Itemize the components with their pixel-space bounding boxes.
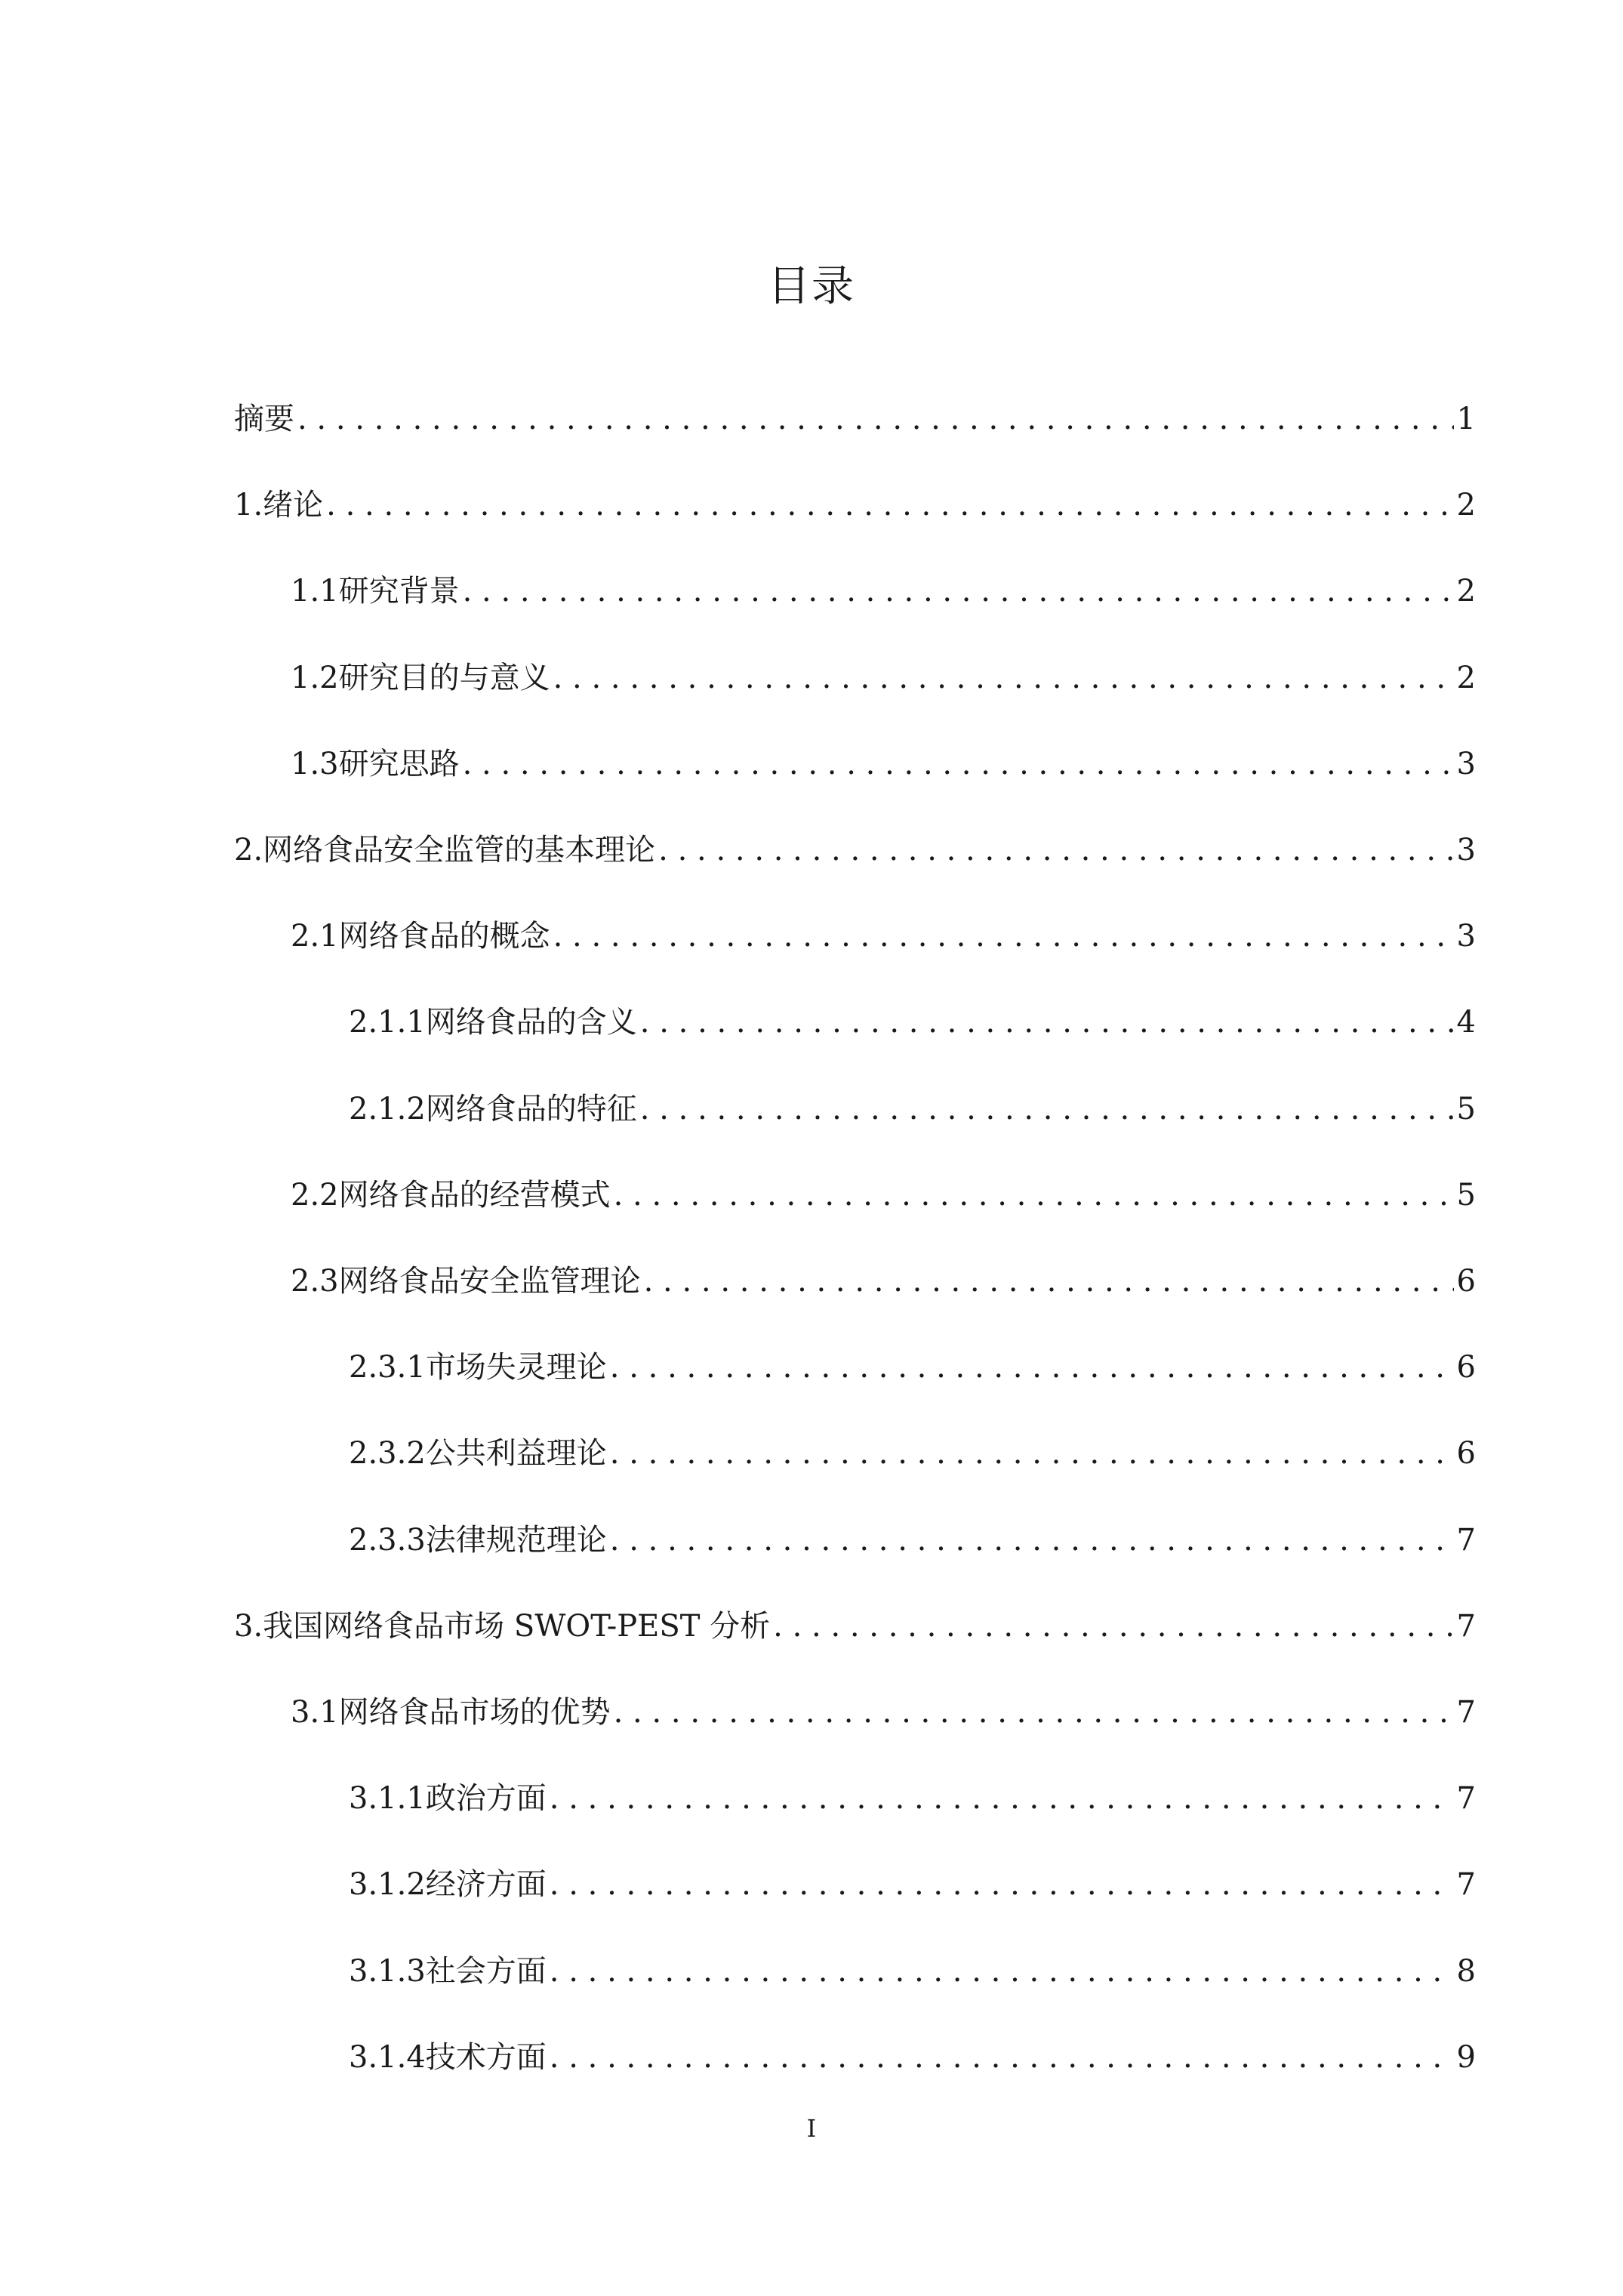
toc-entry-number: 2.1: [291, 919, 339, 954]
toc-entry[interactable]: [291, 655, 1476, 701]
toc-entry[interactable]: [349, 1949, 1476, 1994]
toc-entry-label: 公共利益理论: [425, 1436, 607, 1472]
toc-dot-leader: [550, 2035, 1454, 2080]
toc-entry-label: 研究背景: [338, 574, 460, 609]
toc-entry-label: 政治方面: [425, 1781, 547, 1817]
toc-dot-leader: [297, 396, 1454, 442]
page-title: 目录: [768, 262, 855, 311]
toc-entry[interactable]: [291, 741, 1476, 787]
toc-entry[interactable]: [349, 1086, 1476, 1132]
toc-entry-number: 2.1.2: [349, 1091, 426, 1126]
toc-dot-leader: [614, 1690, 1454, 1735]
toc-entry-label: 研究思路: [338, 746, 460, 781]
toc-dot-leader: [644, 1259, 1454, 1304]
toc-entry-number: 3.1.1: [349, 1781, 426, 1817]
toc-entry[interactable]: [291, 1173, 1476, 1218]
toc-dot-leader: [610, 1518, 1454, 1563]
toc-entry-number: 2.1.1: [349, 1005, 426, 1040]
toc-entry[interactable]: [349, 2035, 1476, 2080]
toc-entry-label: 经济方面: [425, 1867, 547, 1903]
toc-entry-page: 6: [1456, 1264, 1476, 1299]
toc-entry-label: 绪论: [263, 488, 324, 523]
toc-entry-number: 3.1.3: [349, 1953, 426, 1989]
toc-entry-label: 我国网络食品市场 SWOT-PEST 分析: [263, 1608, 771, 1644]
toc-dot-leader: [550, 1862, 1454, 1907]
toc-entry-page: 3: [1456, 919, 1476, 954]
toc-entry[interactable]: [234, 827, 1476, 873]
toc-entry-page: 7: [1456, 1781, 1476, 1817]
toc-entry-number: 2.3.1: [349, 1350, 426, 1385]
toc-entry-page: 7: [1456, 1695, 1476, 1730]
toc-entry-number: 3.1.4: [349, 2039, 426, 2075]
toc-entry-label: 网络食品的经营模式: [338, 1177, 611, 1213]
toc-entry-page: 3: [1456, 833, 1476, 868]
toc-entry[interactable]: [349, 1518, 1476, 1563]
toc-entry-page: 7: [1456, 1608, 1476, 1644]
toc-entry-page: 7: [1456, 1867, 1476, 1903]
toc-entry-number: 1.3: [291, 746, 339, 781]
toc-entry-label: 网络食品安全监管理论: [338, 1264, 641, 1299]
toc-entry[interactable]: [349, 1862, 1476, 1907]
toc-dot-leader: [550, 1949, 1454, 1994]
toc-entry[interactable]: [349, 1431, 1476, 1476]
toc-entry-label: 研究目的与意义: [338, 660, 550, 695]
toc-entry-number: 3.: [234, 1608, 263, 1644]
toc-entry[interactable]: [349, 1000, 1476, 1045]
toc-entry-page: 4: [1456, 1005, 1476, 1040]
page-number: I: [806, 2114, 817, 2143]
toc-dot-leader: [463, 741, 1454, 787]
toc-entry-page: 2: [1456, 488, 1476, 523]
toc-entry-label: 网络食品安全监管的基本理论: [263, 833, 656, 868]
toc-entry[interactable]: [349, 1345, 1476, 1390]
toc-entry[interactable]: [291, 1690, 1476, 1735]
toc-entry-number: 2.3: [291, 1264, 339, 1299]
toc-entry-number: 2.3.3: [349, 1522, 426, 1558]
toc-entry[interactable]: [291, 569, 1476, 614]
toc-dot-leader: [553, 655, 1454, 701]
toc-dot-leader: [463, 569, 1454, 614]
toc-entry-label: 网络食品的概念: [338, 919, 550, 954]
toc-entry-label: 网络食品的含义: [425, 1005, 637, 1040]
toc-entry-number: 2.2: [291, 1177, 339, 1213]
toc-entry-page: 3: [1456, 746, 1476, 781]
toc-entry-number: 1.2: [291, 660, 339, 695]
toc-entry-page: 7: [1456, 1522, 1476, 1558]
toc-dot-leader: [640, 1000, 1454, 1045]
toc-dot-leader: [614, 1173, 1454, 1218]
toc-entry-page: 1: [1456, 402, 1476, 436]
toc-entry-page: 6: [1456, 1436, 1476, 1472]
toc-entry-page: 5: [1456, 1091, 1476, 1126]
toc-entry-number: 3.1.2: [349, 1867, 426, 1903]
toc-entry[interactable]: [234, 1604, 1476, 1649]
toc-entry-label: 摘要: [234, 402, 294, 436]
toc-entry-page: 8: [1456, 1953, 1476, 1989]
toc-entry[interactable]: [349, 1776, 1476, 1821]
toc-entry-label: 市场失灵理论: [425, 1350, 607, 1385]
toc-entry[interactable]: [234, 396, 1476, 442]
toc-entry-page: 2: [1456, 574, 1476, 609]
toc-entry[interactable]: [291, 914, 1476, 959]
toc-entry-number: 1.1: [291, 574, 339, 609]
toc-entry-number: 2.3.2: [349, 1436, 426, 1472]
toc-dot-leader: [550, 1776, 1454, 1821]
toc-dot-leader: [640, 1086, 1454, 1132]
toc-dot-leader: [610, 1345, 1454, 1390]
toc-entry-page: 6: [1456, 1350, 1476, 1385]
toc-dot-leader: [553, 914, 1454, 959]
toc-entry-label: 社会方面: [425, 1953, 547, 1989]
toc-dot-leader: [610, 1431, 1454, 1476]
toc-entry-label: 技术方面: [425, 2039, 547, 2075]
toc-dot-leader: [326, 482, 1453, 528]
toc-entry-number: 3.1: [291, 1695, 339, 1730]
toc-entry-page: 5: [1456, 1177, 1476, 1213]
toc-entry[interactable]: [234, 482, 1476, 528]
toc-dot-leader: [773, 1604, 1453, 1649]
toc-entry-page: 9: [1456, 2039, 1476, 2075]
toc-entry-page: 2: [1456, 660, 1476, 695]
toc-entry-label: 法律规范理论: [425, 1522, 607, 1558]
toc-entry-number: 1.: [234, 488, 263, 523]
toc-entry-label: 网络食品的特征: [425, 1091, 637, 1126]
toc-dot-leader: [658, 827, 1453, 873]
toc-entry-label: 网络食品市场的优势: [338, 1695, 611, 1730]
toc-entry[interactable]: [291, 1259, 1476, 1304]
toc-entry-number: 2.: [234, 833, 263, 868]
